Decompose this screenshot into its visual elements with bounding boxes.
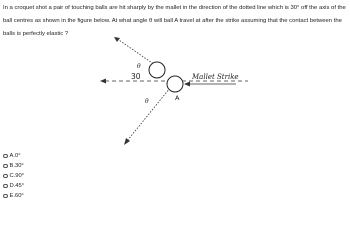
option-b[interactable] [3,161,24,171]
lower-trajectory-arrowhead [124,138,130,145]
option-c[interactable] [3,171,24,181]
croquet-diagram [100,37,250,147]
option-label: E.60° [9,193,24,199]
theta-top-label: θ [137,63,141,70]
option-label: A.0° [9,153,21,159]
radio-button[interactable] [3,154,8,159]
option-label: B.30° [9,163,24,169]
option-e[interactable] [3,191,24,201]
ball-a [167,76,183,92]
option-label: C.90° [9,173,25,179]
mallet-strike-label: Mallet Strike [192,73,239,81]
ball-a-label: A [175,94,180,102]
question-text: In a croquet shot a pair of touching balls are hit sharply by the mallet in the direction of the dotted line which is 30° off the axis of the ball centres as shown in the figure below. At what angle θ will ball A travel at after the strike assuming that the contact between the balls is perfectly elastic ? [3,5,346,37]
option-a[interactable] [3,151,24,161]
answer-options [3,151,24,201]
angle-30-label: 30 [131,72,141,81]
radio-button[interactable] [3,194,8,199]
radio-button[interactable] [3,184,8,189]
mallet-arrowhead [184,82,190,87]
theta-bottom-label: θ [145,98,149,105]
lower-trajectory-line [127,88,170,141]
radio-button[interactable] [3,164,8,169]
axis-arrowhead [100,79,106,84]
radio-button[interactable] [3,174,8,179]
option-d[interactable] [3,181,24,191]
option-label: D.45° [9,183,25,189]
upper-trajectory-arrowhead [114,37,120,42]
upper-ball [149,62,165,78]
